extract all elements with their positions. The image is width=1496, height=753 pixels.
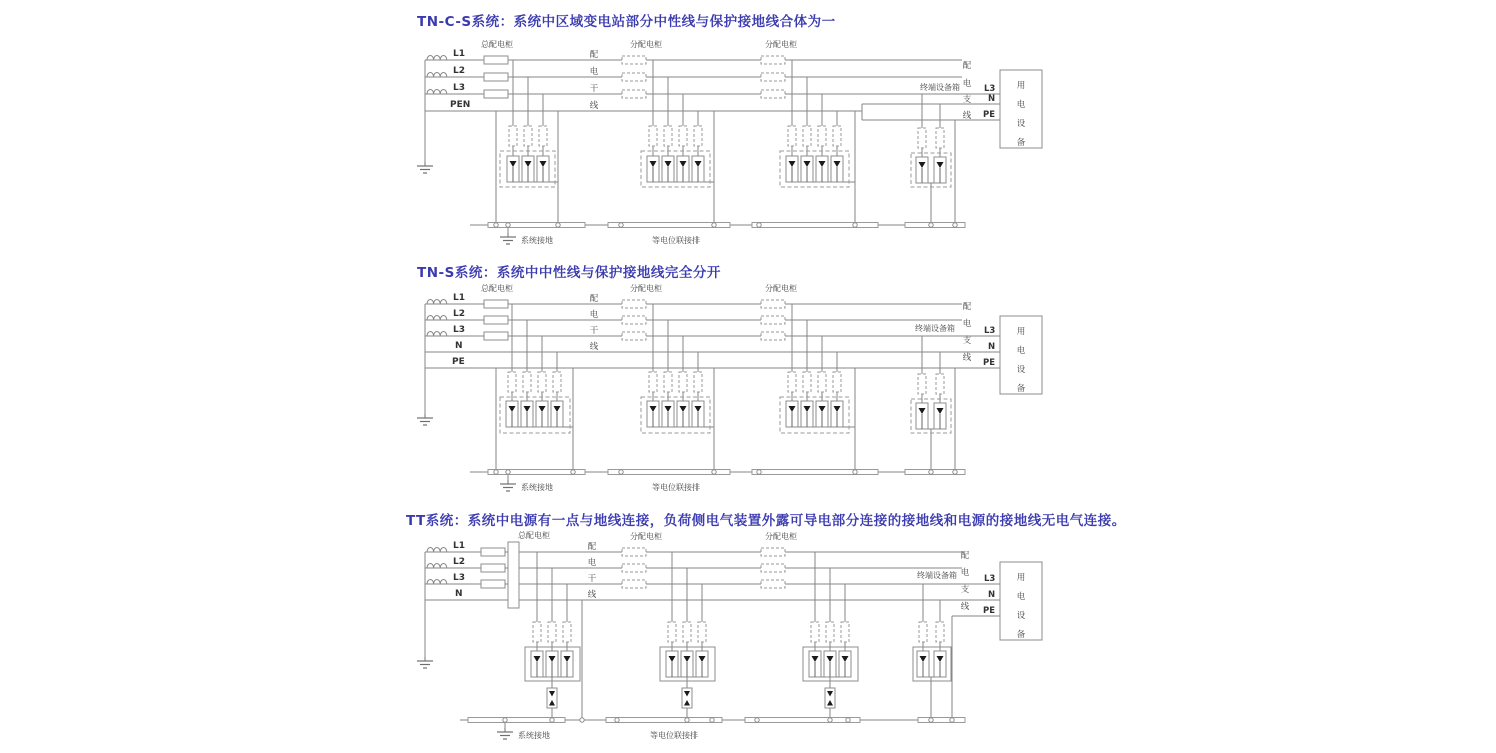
trunk-label-char: 干 bbox=[589, 326, 599, 336]
branch-label-char: 电 bbox=[960, 568, 970, 578]
fuse-icon bbox=[481, 564, 505, 572]
spd-fuse-icon bbox=[679, 126, 687, 146]
fuse-icon bbox=[761, 580, 785, 588]
trunk-label-char: 配 bbox=[587, 542, 597, 552]
transformer-coil-icon bbox=[427, 73, 447, 78]
spd-icon bbox=[839, 651, 851, 677]
junction-dot bbox=[757, 470, 761, 474]
spd-fuse-icon bbox=[936, 374, 944, 394]
equipment-label-char: 设 bbox=[1016, 611, 1026, 621]
line-label: PEN bbox=[450, 100, 471, 110]
junction-dot bbox=[619, 223, 623, 227]
spd-icon bbox=[824, 651, 836, 677]
terminal-line-label: PE bbox=[983, 358, 996, 368]
spd-icon bbox=[692, 401, 704, 427]
spd-icon bbox=[551, 401, 563, 427]
junction-dot bbox=[846, 718, 850, 722]
spd-icon bbox=[934, 157, 946, 183]
line-label: N bbox=[455, 341, 463, 351]
spd-fuse-icon bbox=[694, 126, 702, 146]
main-cabinet-label: 总配电柜 bbox=[481, 40, 513, 49]
spd-icon bbox=[934, 651, 946, 677]
fuse-icon bbox=[484, 90, 508, 98]
spd-fuse-icon bbox=[533, 622, 541, 642]
spd-fuse-icon bbox=[664, 126, 672, 146]
junction-dot bbox=[828, 718, 832, 722]
fuse-icon bbox=[484, 73, 508, 81]
spd-icon bbox=[692, 156, 704, 182]
tns-diagram bbox=[417, 283, 1042, 492]
trunk-label-char: 配 bbox=[589, 294, 599, 304]
spd-fuse-icon bbox=[936, 128, 944, 148]
fuse-icon bbox=[481, 548, 505, 556]
transformer-coil-icon bbox=[427, 548, 447, 553]
spd-fuse-icon bbox=[818, 372, 826, 392]
spd-fuse-icon bbox=[788, 126, 796, 146]
junction-dot bbox=[929, 718, 933, 722]
junction-dot bbox=[494, 223, 498, 227]
junction-dot bbox=[950, 718, 954, 722]
spd-icon bbox=[662, 156, 674, 182]
fuse-icon bbox=[484, 332, 508, 340]
equipment-label-char: 用 bbox=[1016, 327, 1026, 337]
spd-fuse-icon bbox=[936, 622, 944, 642]
trunk-label-char: 干 bbox=[587, 574, 597, 584]
branch-label-char: 线 bbox=[960, 602, 970, 612]
source-ground-icon bbox=[417, 657, 433, 668]
spd-fuse-icon bbox=[833, 126, 841, 146]
equipment-label-char: 备 bbox=[1016, 630, 1026, 640]
trunk-label-char: 配 bbox=[589, 50, 599, 60]
spd-fuse-icon bbox=[818, 126, 826, 146]
transformer-coil-icon bbox=[427, 564, 447, 569]
spd-icon bbox=[809, 651, 821, 677]
spd-icon bbox=[816, 401, 828, 427]
system-ground-icon bbox=[500, 480, 516, 491]
fuse-icon bbox=[484, 316, 508, 324]
spd-fuse-icon bbox=[523, 372, 531, 392]
terminal-box-label: 终端设备箱 bbox=[920, 83, 960, 92]
fuse-icon bbox=[761, 332, 785, 340]
title-tt: TT系统：系统中电源有一点与地线连接，负荷侧电气装置外露可导电部分连接的接地线和电源的接地线无电气连接。 bbox=[406, 513, 1126, 529]
trunk-label-char: 线 bbox=[589, 101, 599, 111]
junction-dot bbox=[556, 223, 560, 227]
spd-icon bbox=[546, 651, 558, 677]
junction-dot bbox=[503, 718, 507, 722]
spd-icon bbox=[522, 156, 534, 182]
junction-dot bbox=[757, 223, 761, 227]
spd-icon bbox=[677, 156, 689, 182]
spd-fuse-icon bbox=[509, 126, 517, 146]
junction-dot bbox=[853, 470, 857, 474]
branch-label-char: 配 bbox=[962, 61, 972, 71]
spd-fuse-icon bbox=[664, 372, 672, 392]
fuse-icon bbox=[622, 332, 646, 340]
junction-dot bbox=[494, 470, 498, 474]
trunk-label-char: 电 bbox=[589, 310, 599, 320]
equipotential-label: 等电位联接排 bbox=[650, 731, 698, 740]
spd-fuse-icon bbox=[563, 622, 571, 642]
spd-fuse-icon bbox=[918, 128, 926, 148]
fuse-icon bbox=[622, 548, 646, 556]
spd-fuse-icon bbox=[788, 372, 796, 392]
spd-icon bbox=[696, 651, 708, 677]
line-label: N bbox=[455, 589, 463, 599]
system-ground-label: 系统接地 bbox=[521, 236, 553, 245]
spd-fuse-icon bbox=[524, 126, 532, 146]
terminal-line-label: N bbox=[988, 590, 996, 600]
dist-cabinet-label: 分配电柜 bbox=[630, 40, 662, 49]
fuse-icon bbox=[761, 90, 785, 98]
system-ground-icon bbox=[500, 233, 516, 244]
fuse-icon bbox=[484, 56, 508, 64]
terminal-line-label: PE bbox=[983, 606, 996, 616]
spd-fuse-icon bbox=[538, 372, 546, 392]
trunk-label-char: 线 bbox=[587, 590, 597, 600]
junction-dot bbox=[712, 470, 716, 474]
fuse-icon bbox=[622, 564, 646, 572]
terminal-line-label: N bbox=[988, 94, 996, 104]
fuse-icon bbox=[622, 580, 646, 588]
spd-icon bbox=[934, 403, 946, 429]
system-ground-icon bbox=[497, 728, 513, 739]
line-label: L1 bbox=[453, 293, 465, 303]
tt-diagram bbox=[417, 530, 1042, 740]
junction-dot bbox=[712, 223, 716, 227]
transformer-coil-icon bbox=[427, 316, 447, 321]
junction-dot bbox=[853, 223, 857, 227]
spd-fuse-icon bbox=[683, 622, 691, 642]
spd-fuse-icon bbox=[803, 126, 811, 146]
spd-icon bbox=[681, 651, 693, 677]
spd-icon bbox=[507, 156, 519, 182]
spd-icon bbox=[537, 156, 549, 182]
system-ground-label: 系统接地 bbox=[521, 483, 553, 492]
source-ground-icon bbox=[417, 414, 433, 425]
fuse-icon bbox=[481, 580, 505, 588]
equipment-label-char: 电 bbox=[1016, 592, 1026, 602]
spd-icon bbox=[521, 401, 533, 427]
fuse-icon bbox=[761, 73, 785, 81]
transformer-coil-icon bbox=[427, 332, 447, 337]
junction-dot bbox=[506, 470, 510, 474]
branch-label-char: 配 bbox=[962, 302, 972, 312]
transformer-coil-icon bbox=[427, 90, 447, 95]
trunk-label-char: 干 bbox=[589, 84, 599, 94]
branch-label-char: 线 bbox=[962, 111, 972, 121]
spd-icon bbox=[506, 401, 518, 427]
spd-fuse-icon bbox=[668, 622, 676, 642]
branch-label-char: 线 bbox=[962, 353, 972, 363]
line-label: L1 bbox=[453, 49, 465, 59]
terminal-box-label: 终端设备箱 bbox=[917, 571, 957, 580]
line-label: L3 bbox=[453, 573, 465, 583]
dist-cabinet-label: 分配电柜 bbox=[630, 284, 662, 293]
equipment-label-char: 备 bbox=[1016, 384, 1026, 394]
fuse-icon bbox=[484, 300, 508, 308]
junction-dot bbox=[710, 718, 714, 722]
equipment-label-char: 备 bbox=[1016, 138, 1026, 148]
junction-dot bbox=[755, 718, 759, 722]
system-ground-label: 系统接地 bbox=[518, 731, 550, 740]
transformer-coil-icon bbox=[427, 56, 447, 61]
equipment-label-char: 设 bbox=[1016, 119, 1026, 129]
main-cabinet-label: 总配电柜 bbox=[518, 531, 550, 540]
branch-label-char: 支 bbox=[960, 585, 970, 595]
spd-fuse-icon bbox=[833, 372, 841, 392]
spd-fuse-icon bbox=[811, 622, 819, 642]
line-label: L3 bbox=[453, 83, 465, 93]
line-label: L1 bbox=[453, 541, 465, 551]
junction-dot bbox=[615, 718, 619, 722]
spd-icon bbox=[916, 157, 928, 183]
junction-dot bbox=[685, 718, 689, 722]
trunk-label-char: 电 bbox=[587, 558, 597, 568]
fuse-icon bbox=[761, 300, 785, 308]
title-tns: TN-S系统：系统中中性线与保护接地线完全分开 bbox=[417, 265, 721, 281]
terminal-line-label: L3 bbox=[984, 326, 996, 336]
spd-icon bbox=[816, 156, 828, 182]
spd-fuse-icon bbox=[694, 372, 702, 392]
spd-icon bbox=[531, 651, 543, 677]
spark-gap-icon bbox=[825, 688, 835, 708]
tncs-wires bbox=[425, 60, 1000, 233]
spd-fuse-icon bbox=[918, 374, 926, 394]
transformer-coil-icon bbox=[427, 580, 447, 585]
junction-dot bbox=[953, 470, 957, 474]
spd-icon bbox=[917, 651, 929, 677]
spd-fuse-icon bbox=[698, 622, 706, 642]
junction-dot bbox=[953, 223, 957, 227]
branch-label-char: 支 bbox=[962, 95, 972, 105]
dist-cabinet-label: 分配电柜 bbox=[630, 532, 662, 541]
spd-fuse-icon bbox=[841, 622, 849, 642]
junction-dot bbox=[619, 470, 623, 474]
terminal-line-label: L3 bbox=[984, 84, 996, 94]
junction-dot bbox=[506, 223, 510, 227]
line-label: PE bbox=[452, 357, 465, 367]
spd-fuse-icon bbox=[803, 372, 811, 392]
fuse-icon bbox=[761, 564, 785, 572]
equipotential-label: 等电位联接排 bbox=[652, 236, 700, 245]
line-label: L2 bbox=[453, 66, 465, 76]
spd-icon bbox=[801, 156, 813, 182]
spd-icon bbox=[677, 401, 689, 427]
spd-icon bbox=[916, 403, 928, 429]
equipotential-label: 等电位联接排 bbox=[652, 483, 700, 492]
spd-fuse-icon bbox=[553, 372, 561, 392]
spd-icon bbox=[536, 401, 548, 427]
junction-dot bbox=[929, 223, 933, 227]
spd-fuse-icon bbox=[826, 622, 834, 642]
terminal-box-label: 终端设备箱 bbox=[915, 324, 955, 333]
equipment-label-char: 用 bbox=[1016, 573, 1026, 583]
equipment-label-char: 用 bbox=[1016, 81, 1026, 91]
terminal-line-label: L3 bbox=[984, 574, 996, 584]
junction-dot bbox=[929, 470, 933, 474]
branch-label-char: 电 bbox=[962, 79, 972, 89]
title-tncs: TN-C-S系统：系统中区域变电站部分中性线与保护接地线合体为一 bbox=[417, 14, 836, 30]
fuse-icon bbox=[622, 300, 646, 308]
fuse-icon bbox=[761, 56, 785, 64]
spd-fuse-icon bbox=[508, 372, 516, 392]
terminal-line-label: PE bbox=[983, 110, 996, 120]
line-label: L2 bbox=[453, 557, 465, 567]
line-label: L3 bbox=[453, 325, 465, 335]
spd-fuse-icon bbox=[539, 126, 547, 146]
line-label: L2 bbox=[453, 309, 465, 319]
spd-icon bbox=[561, 651, 573, 677]
spd-icon bbox=[662, 401, 674, 427]
spd-icon bbox=[831, 401, 843, 427]
spd-fuse-icon bbox=[548, 622, 556, 642]
fuse-icon bbox=[622, 73, 646, 81]
junction-dot bbox=[580, 718, 584, 722]
branch-label-char: 支 bbox=[962, 336, 972, 346]
main-cabinet-busbar bbox=[508, 542, 519, 608]
spd-icon bbox=[647, 156, 659, 182]
junction-dot bbox=[571, 470, 575, 474]
spd-icon bbox=[647, 401, 659, 427]
dist-cabinet-label: 分配电柜 bbox=[765, 40, 797, 49]
dist-cabinet-label: 分配电柜 bbox=[765, 532, 797, 541]
spd-icon bbox=[786, 156, 798, 182]
spd-fuse-icon bbox=[679, 372, 687, 392]
junction-dot bbox=[550, 718, 554, 722]
spd-icon bbox=[666, 651, 678, 677]
spark-gap-icon bbox=[547, 688, 557, 708]
spark-gap-icon bbox=[682, 688, 692, 708]
fuse-icon bbox=[761, 316, 785, 324]
spd-icon bbox=[801, 401, 813, 427]
dist-cabinet-label: 分配电柜 bbox=[765, 284, 797, 293]
equipment-label-char: 电 bbox=[1016, 100, 1026, 110]
trunk-label-char: 电 bbox=[589, 67, 599, 77]
spd-fuse-icon bbox=[919, 622, 927, 642]
equipment-label-char: 电 bbox=[1016, 346, 1026, 356]
spd-icon bbox=[831, 156, 843, 182]
spd-fuse-icon bbox=[649, 126, 657, 146]
fuse-icon bbox=[761, 548, 785, 556]
branch-label-char: 配 bbox=[960, 551, 970, 561]
fuse-icon bbox=[622, 316, 646, 324]
branch-label-char: 电 bbox=[962, 319, 972, 329]
equipment-label-char: 设 bbox=[1016, 365, 1026, 375]
main-cabinet-label: 总配电柜 bbox=[481, 284, 513, 293]
terminal-line-label: N bbox=[988, 342, 996, 352]
transformer-coil-icon bbox=[427, 300, 447, 305]
source-ground-icon bbox=[417, 162, 433, 173]
fuse-icon bbox=[622, 90, 646, 98]
spd-fuse-icon bbox=[649, 372, 657, 392]
tncs-diagram bbox=[417, 39, 1042, 245]
trunk-label-char: 线 bbox=[589, 342, 599, 352]
fuse-icon bbox=[622, 56, 646, 64]
spd-icon bbox=[786, 401, 798, 427]
